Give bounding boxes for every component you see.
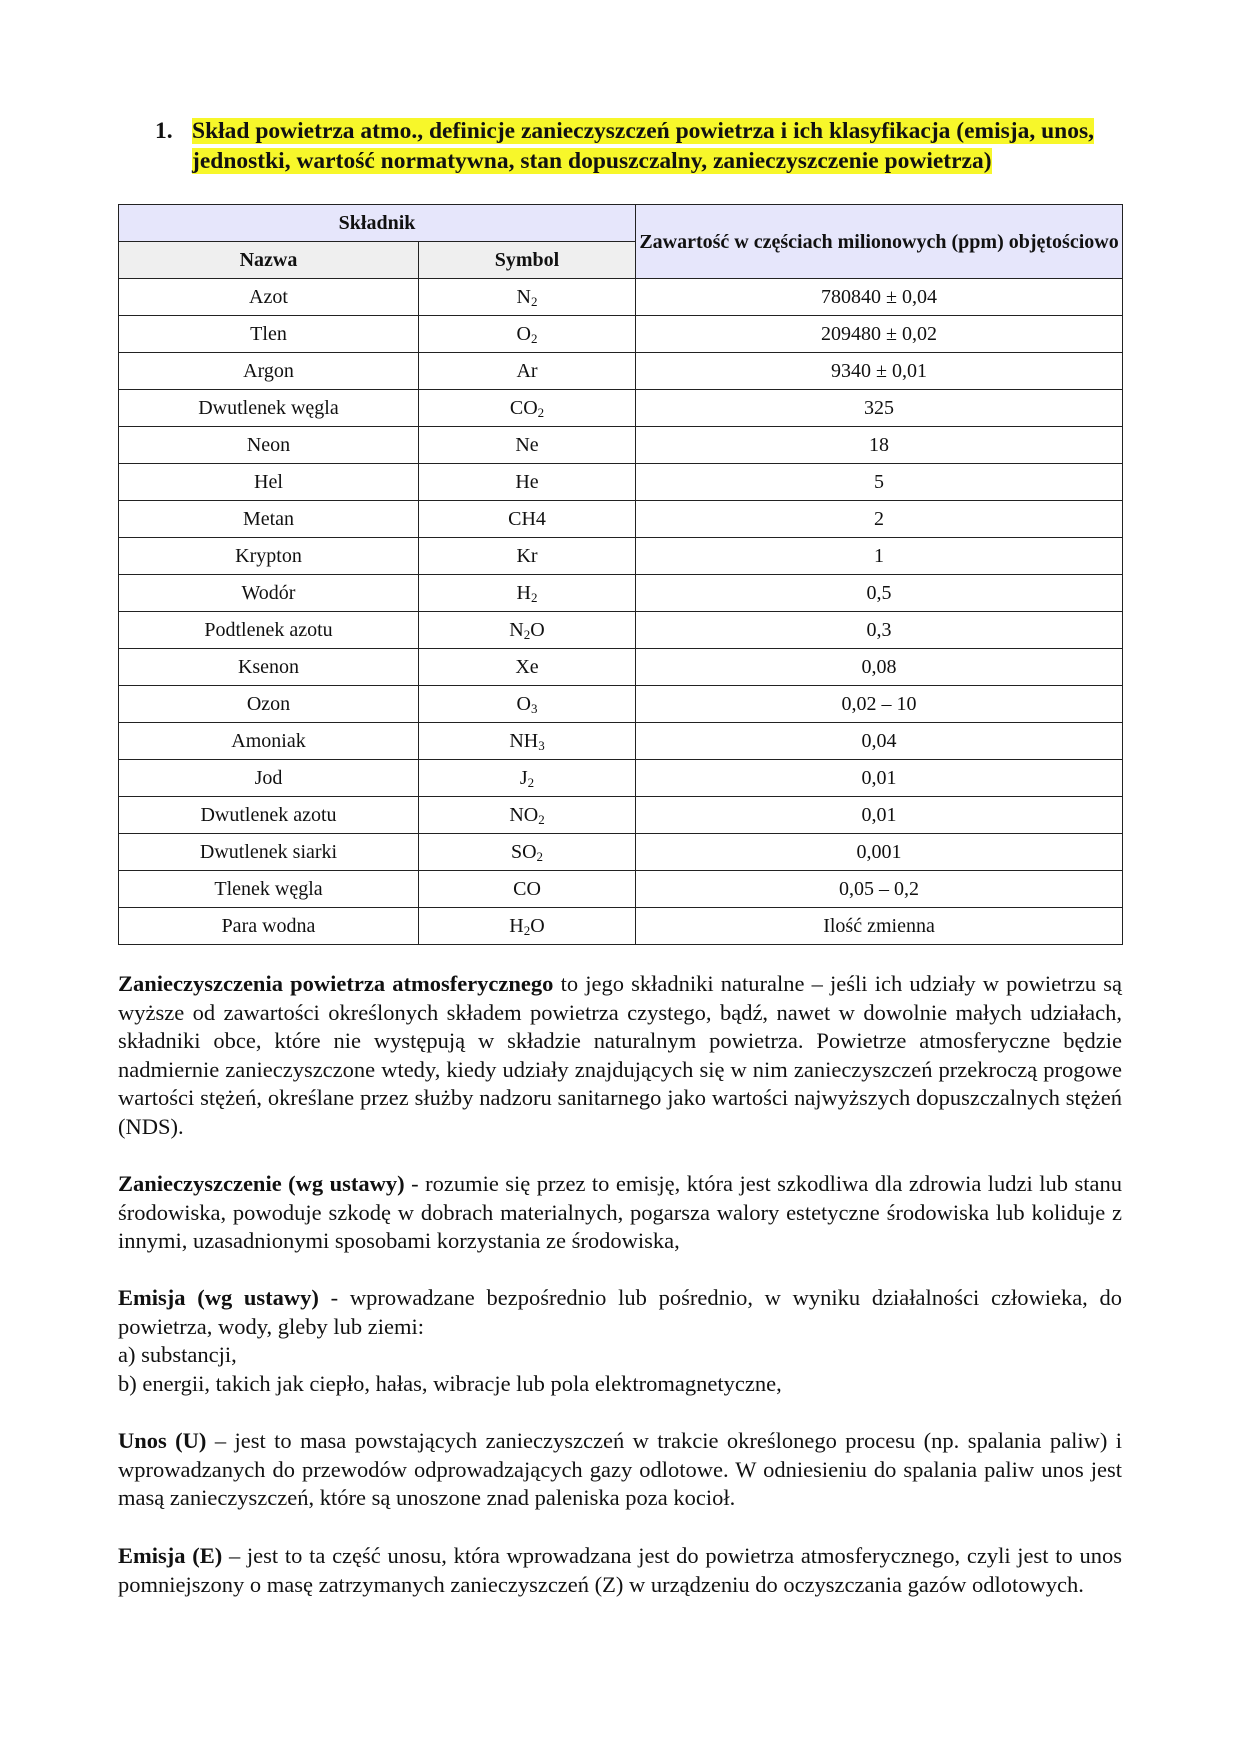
table-row (119, 834, 1123, 871)
cell-value: 2 (636, 501, 1123, 538)
symbol-base: CO (513, 877, 541, 900)
symbol-subscript: 2 (530, 330, 538, 346)
symbol-subscript: 2 (527, 774, 535, 790)
term-air-pollutants: Zanieczyszczenia powietrza atmosferycznego (118, 971, 554, 996)
cell-name: Ksenon (119, 649, 419, 686)
symbol-base: Ar (516, 359, 538, 382)
definition-emission-e: – jest to ta część unosu, która wprowadzana jest do powietrza atmosferycznego, czyli jest to unos pomniejszony o masę zatrzymanych zanieczyszczeń (Z) w urządzeniu do oczyszczania gazów odlotowych. (118, 1543, 1122, 1597)
cell-symbol (419, 316, 636, 353)
cell-symbol (419, 427, 636, 464)
symbol-subscript: 2 (537, 404, 545, 420)
cell-value: 0,02 – 10 (636, 686, 1123, 723)
cell-value: 0,01 (636, 797, 1123, 834)
cell-symbol (419, 760, 636, 797)
symbol-base: CH4 (508, 507, 546, 530)
symbol-base: N (516, 285, 531, 308)
cell-symbol (419, 834, 636, 871)
cell-name: Podtlenek azotu (119, 612, 419, 649)
table-row (119, 353, 1123, 390)
cell-name: Dwutlenek węgla (119, 390, 419, 427)
symbol-subscript: 2 (530, 589, 538, 605)
paragraph-unos (118, 1427, 1122, 1513)
symbol-subscript: 2 (523, 922, 531, 938)
cell-value: 0,5 (636, 575, 1123, 612)
definition-air-pollutants: to jego składniki naturalne – jeśli ich udziały w powietrzu są wyższe od zawartości określonych składem powietrza czystego, bądź, nawet w dowolnie małych udziałach, składniki obce, które nie występują w składzie naturalnym powietrza. Powietrze atmosferyczne będzie nadmiernie zanieczyszczone wtedy, kiedy udziały znajdujących się w nim zanieczyszczeń przekroczą progowe wartości stężeń, określane przez służby nadzoru sanitarnego jako wartości najwyższych dopuszczalnych stężeń (NDS). (118, 971, 1122, 1139)
symbol-subscript: 2 (523, 626, 531, 642)
cell-symbol (419, 612, 636, 649)
air-composition-table (118, 204, 1123, 945)
term-unos: Unos (U) (118, 1428, 207, 1453)
cell-symbol (419, 538, 636, 575)
table-row (119, 427, 1123, 464)
cell-name: Hel (119, 464, 419, 501)
symbol-base: Ne (515, 433, 539, 456)
cell-value: 5 (636, 464, 1123, 501)
cell-value: 18 (636, 427, 1123, 464)
symbol-base: O (516, 322, 531, 345)
cell-name: Dwutlenek azotu (119, 797, 419, 834)
cell-name: Krypton (119, 538, 419, 575)
cell-name: Amoniak (119, 723, 419, 760)
cell-value: 780840 ± 0,04 (636, 279, 1123, 316)
symbol-base: CO (509, 396, 538, 419)
table-row (119, 316, 1123, 353)
table-row (119, 538, 1123, 575)
header-symbol: Symbol (419, 242, 636, 279)
symbol-base: He (515, 470, 539, 493)
cell-value: 9340 ± 0,01 (636, 353, 1123, 390)
term-emission-law: Emisja (wg ustawy) (118, 1285, 319, 1310)
table-row (119, 797, 1123, 834)
symbol-subscript: 3 (530, 700, 538, 716)
symbol-base: H (509, 914, 524, 937)
section-heading (155, 116, 1115, 176)
symbol-subscript: 3 (538, 737, 545, 753)
table-row (119, 575, 1123, 612)
heading-text: Skład powietrza atmo., definicje zanieczyszczeń powietrza i ich klasyfikacja (emisja, unos, jednostki, wartość normatywna, stan dopuszczalny, zanieczyszczenie powietrza) (192, 118, 1095, 174)
symbol-subscript: 2 (536, 848, 544, 864)
cell-value: 0,05 – 0,2 (636, 871, 1123, 908)
cell-symbol (419, 501, 636, 538)
paragraph-emission-law (118, 1284, 1122, 1398)
list-item-substances: a) substancji, (118, 1342, 237, 1367)
symbol-base: SO (510, 840, 537, 863)
paragraph-emission-e (118, 1542, 1122, 1599)
table-row (119, 649, 1123, 686)
symbol-tail: O (530, 618, 545, 641)
definition-pollution-law: - rozumie się przez to emisję, która jest szkodliwa dla zdrowia ludzi lub stanu środowiska, powoduje szkodę w dobrach materialnych, pogarsza walory estetyczne środowiska lub koliduje z innymi, uzasadnionymi sposobami korzystania ze środowiska, (118, 1171, 1122, 1253)
cell-value: 1 (636, 538, 1123, 575)
symbol-base: O (516, 692, 531, 715)
term-pollution-law: Zanieczyszczenie (wg ustawy) (118, 1171, 405, 1196)
cell-symbol (419, 686, 636, 723)
table-body (119, 279, 1123, 945)
list-item-energy: b) energii, takich jak ciepło, hałas, wibracje lub pola elektromagnetyczne, (118, 1370, 782, 1396)
symbol-base: Kr (516, 544, 538, 567)
definition-unos: – jest to masa powstających zanieczyszczeń w trakcie określonego procesu (np. spalania paliw) i wprowadzanych do przewodów odprowadzających gazy odlotowe. W odniesieniu do spalania paliw unos jest masą zanieczyszczeń, które są unoszone znad paleniska poza kocioł. (118, 1428, 1122, 1510)
cell-value: 325 (636, 390, 1123, 427)
header-component: Składnik (119, 205, 636, 242)
symbol-tail: O (530, 914, 545, 937)
cell-value: 0,01 (636, 760, 1123, 797)
cell-name: Wodór (119, 575, 419, 612)
table-row (119, 723, 1123, 760)
cell-symbol (419, 575, 636, 612)
cell-symbol (419, 797, 636, 834)
cell-value: 0,08 (636, 649, 1123, 686)
symbol-subscript: 2 (538, 811, 545, 827)
cell-name: Ozon (119, 686, 419, 723)
cell-name: Azot (119, 279, 419, 316)
cell-value: 0,3 (636, 612, 1123, 649)
cell-symbol (419, 723, 636, 760)
symbol-base: J (519, 766, 528, 789)
paragraph-air-pollutants (118, 970, 1122, 1141)
cell-name: Metan (119, 501, 419, 538)
table-row (119, 686, 1123, 723)
table-row (119, 501, 1123, 538)
cell-symbol (419, 464, 636, 501)
table-row (119, 871, 1123, 908)
symbol-base: N (509, 618, 524, 641)
cell-value: 0,001 (636, 834, 1123, 871)
cell-value: Ilość zmienna (636, 908, 1123, 945)
cell-symbol (419, 871, 636, 908)
table-row (119, 612, 1123, 649)
cell-name: Jod (119, 760, 419, 797)
cell-name: Tlenek węgla (119, 871, 419, 908)
cell-symbol (419, 279, 636, 316)
symbol-base: NO (509, 803, 539, 826)
definition-emission-law: - wprowadzane bezpośrednio lub pośrednio, w wyniku działalności człowieka, do powietrza, wody, gleby lub ziemi: (118, 1285, 1123, 1339)
term-emission-e: Emisja (E) (118, 1543, 223, 1568)
cell-name: Para wodna (119, 908, 419, 945)
heading-number: 1. (155, 118, 173, 144)
cell-symbol (419, 908, 636, 945)
header-content-ppm: Zawartość w częściach milionowych (ppm) objętościowo (636, 205, 1123, 279)
cell-symbol (419, 649, 636, 686)
symbol-subscript: 2 (530, 293, 538, 309)
paragraph-pollution-law (118, 1170, 1122, 1256)
table-row (119, 279, 1123, 316)
table-row (119, 760, 1123, 797)
symbol-base: H (516, 581, 531, 604)
cell-name: Argon (119, 353, 419, 390)
cell-value: 209480 ± 0,02 (636, 316, 1123, 353)
header-name: Nazwa (119, 242, 419, 279)
cell-name: Tlen (119, 316, 419, 353)
cell-symbol (419, 353, 636, 390)
cell-value: 0,04 (636, 723, 1123, 760)
table-row (119, 464, 1123, 501)
table-row (119, 390, 1123, 427)
table-row (119, 908, 1123, 945)
cell-name: Neon (119, 427, 419, 464)
cell-name: Dwutlenek siarki (119, 834, 419, 871)
symbol-base: NH (509, 729, 539, 752)
cell-symbol (419, 390, 636, 427)
symbol-base: Xe (515, 655, 539, 678)
